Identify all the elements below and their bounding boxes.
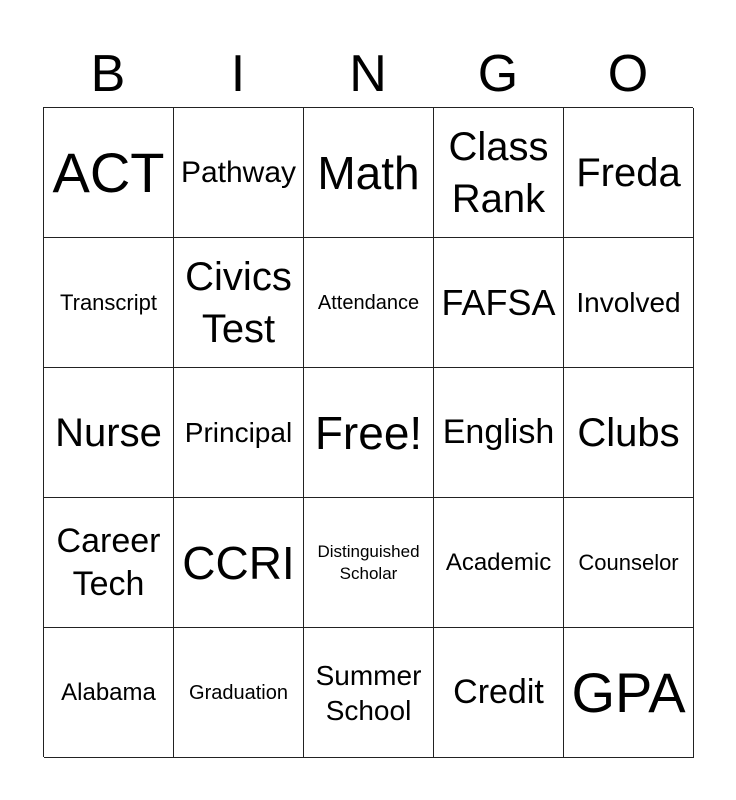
bingo-cell[interactable]	[304, 108, 434, 238]
cell-label: Counselor	[578, 549, 679, 575]
bingo-cell[interactable]	[564, 498, 694, 628]
bingo-cell[interactable]	[564, 628, 694, 758]
cell-label: Alabama	[61, 678, 156, 706]
cell-label: Transcript	[60, 289, 157, 315]
bingo-cell[interactable]	[434, 368, 564, 498]
bingo-cell[interactable]	[44, 108, 174, 238]
bingo-cell[interactable]	[174, 108, 304, 238]
bingo-cell[interactable]	[304, 368, 434, 498]
header-letter-i: I	[230, 45, 246, 103]
cell-label: FAFSA	[441, 281, 556, 323]
bingo-cell[interactable]	[564, 108, 694, 238]
bingo-cell[interactable]	[304, 238, 434, 368]
bingo-cell[interactable]	[44, 368, 174, 498]
cell-label: ACT	[52, 140, 165, 204]
bingo-cell[interactable]	[174, 628, 304, 758]
bingo-cell[interactable]	[44, 498, 174, 628]
cell-label: Attendance	[317, 291, 420, 314]
header-letter-o: O	[607, 45, 649, 103]
cell-label: GPA	[571, 660, 686, 724]
bingo-cell[interactable]	[304, 628, 434, 758]
bingo-cell[interactable]	[434, 238, 564, 368]
cell-label: Career Tech	[56, 522, 161, 603]
cell-label: Nurse	[55, 410, 162, 455]
cell-label: English	[442, 413, 555, 452]
bingo-cell[interactable]	[434, 108, 564, 238]
cell-label: CCRI	[182, 536, 295, 589]
cell-label: Civics Test	[185, 254, 292, 351]
bingo-cell[interactable]	[174, 238, 304, 368]
bingo-cell[interactable]	[174, 498, 304, 628]
cell-label: Graduation	[189, 681, 288, 704]
bingo-card-grid	[43, 107, 693, 757]
cell-label: Credit	[453, 673, 544, 712]
header-letter-g: G	[477, 45, 519, 103]
bingo-cell[interactable]	[434, 498, 564, 628]
cell-label: Summer School	[315, 659, 422, 726]
bingo-cell[interactable]	[564, 238, 694, 368]
bingo-header	[43, 40, 693, 108]
bingo-cell[interactable]	[44, 238, 174, 368]
free-space-label: Free!	[314, 406, 423, 459]
header-letter-n: N	[349, 45, 387, 103]
cell-label: Principal	[184, 416, 293, 448]
bingo-cell[interactable]	[174, 368, 304, 498]
cell-label: Math	[317, 146, 420, 199]
bingo-cell[interactable]	[434, 628, 564, 758]
cell-label: Involved	[576, 286, 681, 318]
header-letter-b: B	[90, 45, 126, 103]
cell-label: Class Rank	[448, 124, 549, 221]
cell-label: Pathway	[180, 155, 297, 189]
bingo-cell[interactable]	[304, 498, 434, 628]
bingo-cell[interactable]	[44, 628, 174, 758]
cell-label: Clubs	[577, 410, 680, 455]
cell-label: Academic	[445, 548, 552, 576]
cell-label: Distinguished Scholar	[317, 542, 420, 583]
cell-label: Freda	[576, 150, 681, 195]
bingo-cell[interactable]	[564, 368, 694, 498]
